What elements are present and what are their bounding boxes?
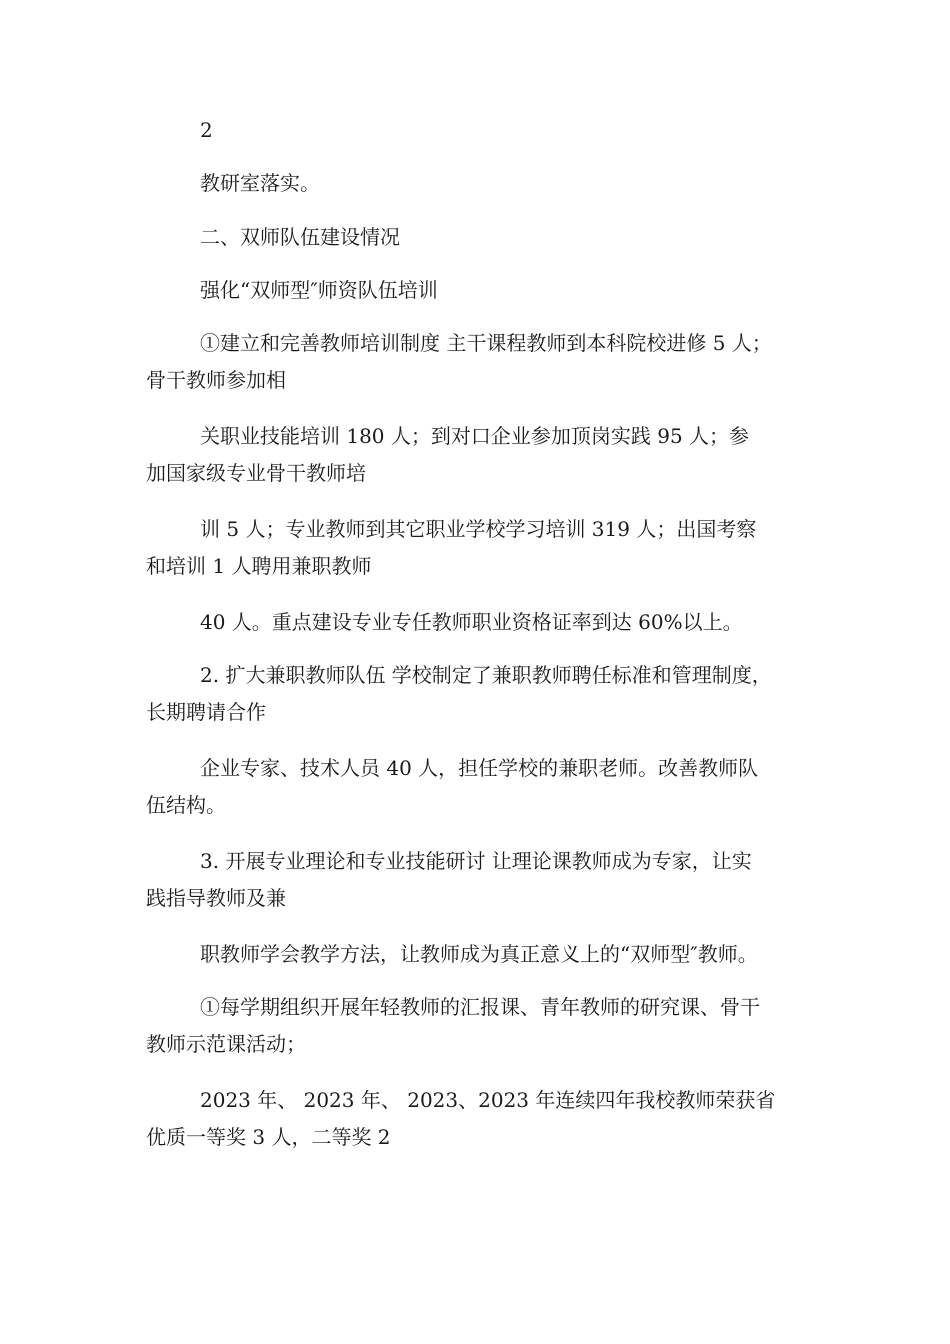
page-number-line <box>146 112 826 149</box>
paragraph <box>146 936 826 973</box>
text-line: 长期聘请合作 <box>146 700 266 724</box>
text-line: 企业专家、技术人员 40 人，担任学校的兼职老师。改善教师队 <box>200 756 759 780</box>
paragraph <box>146 1082 826 1156</box>
text-line: ①每学期组织开展年轻教师的汇报课、青年教师的研究课、骨干 <box>200 995 760 1019</box>
paragraph <box>146 604 826 641</box>
paragraph <box>146 657 826 731</box>
paragraph <box>146 418 826 492</box>
text-line: 关职业技能培训 180 人；到对口企业参加顶岗实践 95 人；参 <box>200 424 750 448</box>
text-line: 强化“双师型″师资队伍培训 <box>200 278 438 302</box>
subsection-heading <box>146 272 826 309</box>
text-line: 教师示范课活动； <box>146 1032 306 1056</box>
text-line: 和培训 1 人聘用兼职教师 <box>146 554 372 578</box>
text-line: ①建立和完善教师培训制度 主干课程教师到本科院校进修 5 人； <box>200 331 772 355</box>
text-line: 40 人。重点建设专业专任教师职业资格证率到达 60%以上。 <box>200 610 743 634</box>
text-line: 2. 扩大兼职教师队伍 学校制定了兼职教师聘任标准和管理制度， <box>200 663 772 687</box>
paragraph <box>146 511 826 585</box>
text-line: 骨干教师参加相 <box>146 368 286 392</box>
paragraph <box>146 843 826 917</box>
text-line: 加国家级专业骨干教师培 <box>146 461 366 485</box>
paragraph <box>146 750 826 824</box>
text-line: 践指导教师及兼 <box>146 886 286 910</box>
text-line: 优质一等奖 3 人，二等奖 2 <box>146 1125 391 1149</box>
text-line: 二、双师队伍建设情况 <box>200 225 400 249</box>
text-line: 教研室落实。 <box>200 171 320 195</box>
text-line: 伍结构。 <box>146 793 226 817</box>
text-line: 2023 年、 2023 年、 2023、2023 年连续四年我校教师荣获省 <box>200 1088 776 1112</box>
section-heading <box>146 219 826 256</box>
text-line: 职教师学会教学方法，让教师成为真正意义上的“双师型″教师。 <box>200 942 758 966</box>
text-line: 训 5 人；专业教师到其它职业学校学习培训 319 人；出国考察 <box>200 517 757 541</box>
paragraph <box>146 989 826 1063</box>
text-line: 2 <box>200 118 213 142</box>
paragraph <box>146 325 826 399</box>
text-line: 3. 开展专业理论和专业技能研讨 让理论课教师成为专家，让实 <box>200 849 752 873</box>
paragraph <box>146 165 826 202</box>
